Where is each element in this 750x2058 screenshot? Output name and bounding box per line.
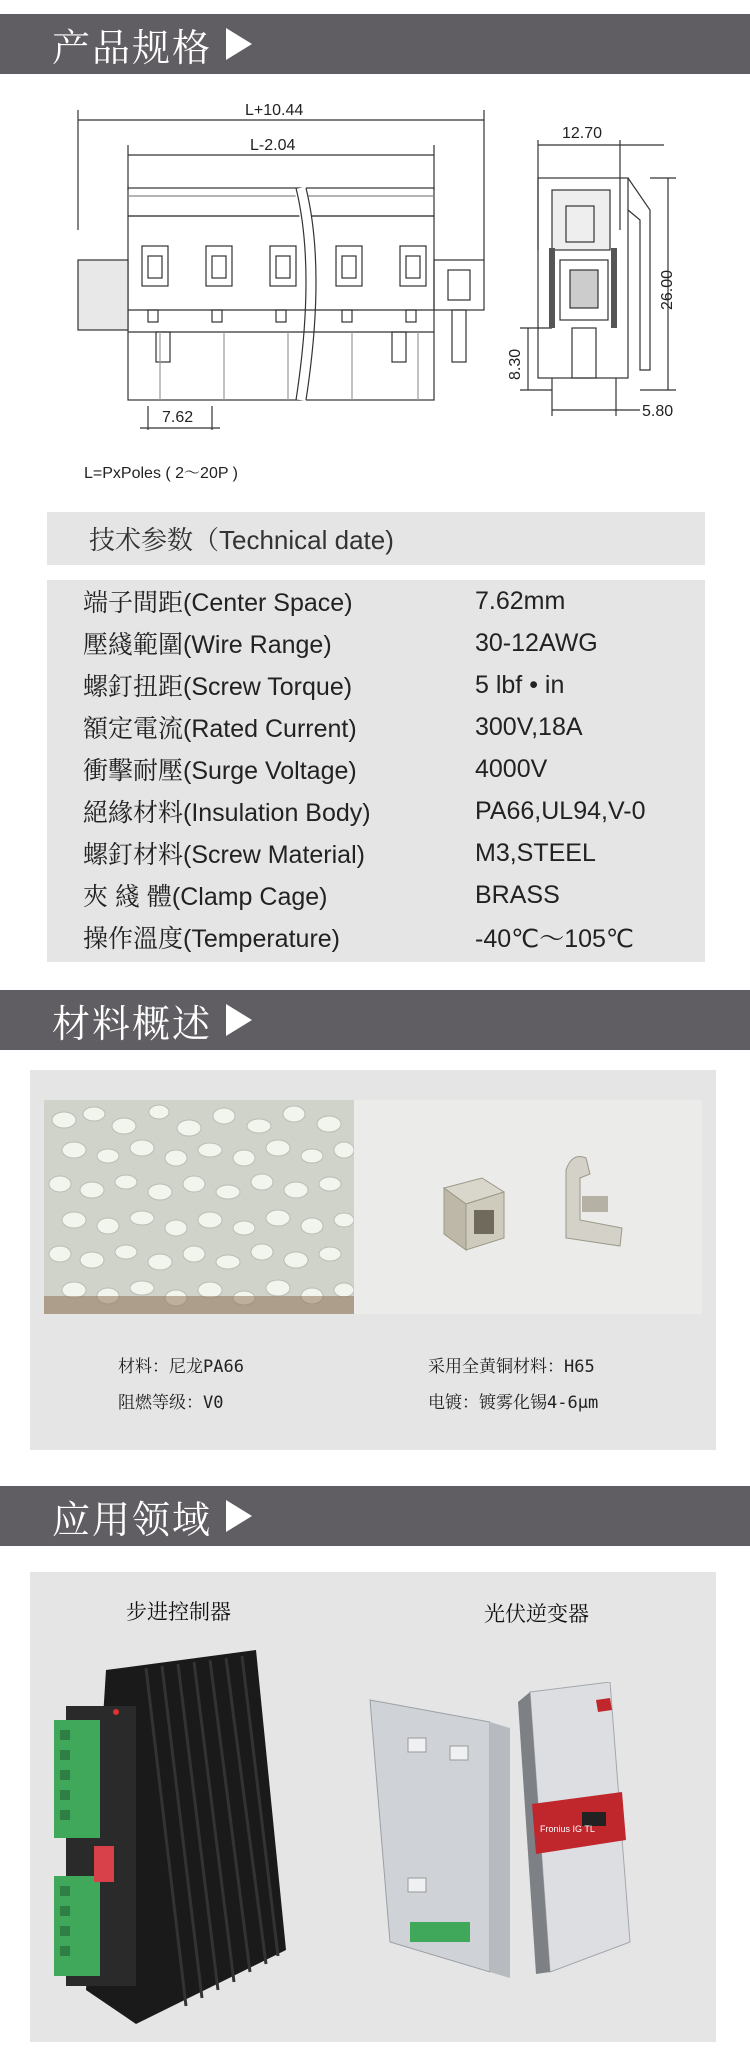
section-header-applications xyxy=(0,1486,750,1546)
spec-value: 4000V xyxy=(475,754,548,783)
spec-row xyxy=(47,790,705,832)
section-title: 产品规格 xyxy=(52,25,213,70)
material-right-line1: 采用全黄铜材料：H65 xyxy=(428,1357,595,1377)
stepper-controller-label: 步进控制器 xyxy=(126,1600,231,1624)
spec-value: 300V,18A xyxy=(475,712,583,741)
dim-offset-label: 5.80 xyxy=(642,403,674,420)
spec-key: 絕緣材料(Insulation Body) xyxy=(83,799,371,827)
triangle-right-icon xyxy=(226,1500,252,1532)
spec-row xyxy=(47,832,705,874)
dim-pin-label: 8.30 xyxy=(507,348,524,380)
spec-row xyxy=(47,664,705,706)
spec-key: 螺釘材料(Screw Material) xyxy=(83,841,365,869)
spec-row xyxy=(47,874,705,916)
spec-row xyxy=(47,916,705,958)
stepper-controller-image xyxy=(46,1650,316,2024)
spec-key: 夾 綫 體(Clamp Cage) xyxy=(83,883,328,911)
spec-key: 額定電流(Rated Current) xyxy=(83,715,357,743)
triangle-right-icon xyxy=(226,1004,252,1036)
section-title: 应用领域 xyxy=(52,1497,213,1542)
material-right-line2: 电镀：镀雾化锡4-6μm xyxy=(428,1393,599,1413)
spec-key: 操作溫度(Temperature) xyxy=(83,925,340,953)
solar-inverter-image xyxy=(360,1682,700,1982)
nylon-pellets-image xyxy=(44,1100,354,1314)
applications-panel xyxy=(30,1572,716,2042)
spec-value: 5 lbf • in xyxy=(475,670,565,699)
spec-row xyxy=(47,706,705,748)
spec-value: -40℃～105℃ xyxy=(475,925,634,953)
spec-key: 衝擊耐壓(Surge Voltage) xyxy=(83,757,357,785)
spec-row xyxy=(47,622,705,664)
spec-value: M3,STEEL xyxy=(475,838,596,867)
dim-total-label: L+10.44 xyxy=(245,102,304,119)
tech-params-header xyxy=(47,512,705,565)
section-header-product-spec xyxy=(0,14,750,74)
spec-value: BRASS xyxy=(475,880,560,909)
dim-pitch-label: 7.62 xyxy=(162,409,194,426)
dim-height-label: 26.00 xyxy=(659,269,676,310)
section-header-materials xyxy=(0,990,750,1050)
brass-parts-image xyxy=(354,1100,702,1314)
materials-panel xyxy=(30,1070,716,1450)
dim-inner-label: L-2.04 xyxy=(250,137,296,154)
spec-key: 螺釘扭距(Screw Torque) xyxy=(83,673,353,701)
spec-value: PA66,UL94,V-0 xyxy=(475,796,646,825)
triangle-right-icon xyxy=(226,28,252,60)
spec-row xyxy=(47,748,705,790)
material-left-line2: 阻燃等级：V0 xyxy=(118,1393,224,1413)
spec-value: 30-12AWG xyxy=(475,628,598,657)
technical-drawing xyxy=(0,70,750,510)
spec-table xyxy=(47,580,705,962)
spec-value: 7.62mm xyxy=(475,586,566,615)
material-left-line1: 材料：尼龙PA66 xyxy=(118,1357,244,1377)
solar-inverter-label: 光伏逆变器 xyxy=(484,1602,589,1626)
section-title: 材料概述 xyxy=(52,1001,213,1046)
dim-width-label: 12.70 xyxy=(562,125,603,142)
poles-formula: L=PxPoles ( 2～20P ) xyxy=(84,465,239,482)
inverter-brand-label: Fronius IG TL xyxy=(540,1824,595,1834)
spec-row xyxy=(47,580,705,622)
tech-params-title: 技术参数（Technical date) xyxy=(89,525,394,555)
spec-key: 壓綫範圍(Wire Range) xyxy=(83,631,332,659)
spec-key: 端子間距(Center Space) xyxy=(83,589,353,617)
